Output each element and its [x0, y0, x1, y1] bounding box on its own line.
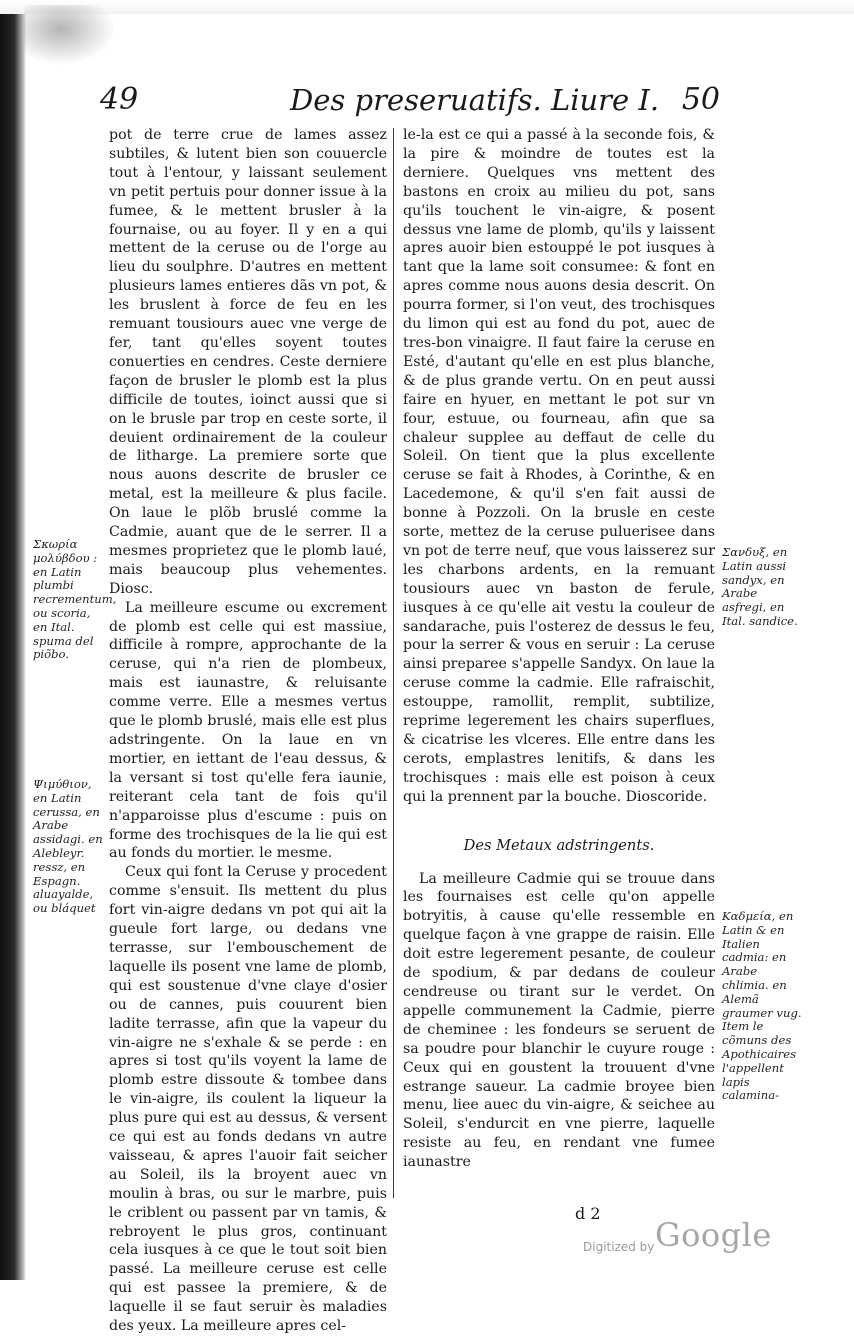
left-paragraph-1: pot de terre crue de lames assez subtiles, & lutent bien son couuercle tout à l'entour, y laissant seulement vn petit pertuis pour donner issue à la fumee, & le mettent brusler à la fournaise, ou au foyer. Il y en a qui mettent de la ceruse ou de l'orge au lieu du soulphre. D'autres en mettent plusieurs lames entieres dãs vn pot, & les bruslent à force de feu en les remuant tousiours auec vne verge de fer, tant qu'elles soyent toutes conuerties en cendres. Ceste derniere façon de brusler le plomb est la plus difficile de toutes, ioinct aussi que si on le brusle par trop en ceste sorte, il deuient ordinairement de la couleur de litharge. La premiere sorte que nous auons descrite de brusler ce metal, est la meilleure & plus facile. On laue le plõb bruslé comme la Cadmie, auant que de le serrer. Il a mesmes proprietez que le plomb laué, mais beaucoup plus vehementes. Diosc. [109, 127, 387, 597]
digitized-watermark [583, 1216, 843, 1266]
scan-top-edge [0, 0, 854, 14]
page-header [100, 82, 720, 122]
margin-note-cerussa: Ψιμύθιον, en Latin cerussa, en Arabe assidagi. en Alebleyr. ressz, en Espagn. aluayalde, ou bláquet [33, 777, 103, 916]
watermark-caption: Digitized by [583, 1240, 655, 1254]
page-number-left: 49 [100, 82, 139, 117]
running-title: Des preseruatifs. Liure I. [290, 83, 660, 117]
left-paragraph-3: Ceux qui font la Ceruse y procedent comme s'ensuit. Ils mettent du plus fort vin-aigre dedans vn pot qui ait la gueule fort large, ou dedans vne terrasse, sur l'embouschement de laquelle ils posent vne lame de plomb, qui est soustenue d'vne claye d'osier ou de cannes, puis couurent bien ladite terrasse, afin que la vapeur du vin-aigre ne s'exhale & se perde : en apres si tost qu'ils voyent la lame de plomb estre dissoute & tombee dans le vin-aigre, ils coulent la liqueur la plus pure qui est au dessus, & versent ce qui est au fonds dedans vn autre vaisseau, & apres l'auoir fait seicher au Soleil, ils la broyent auec vn moulin à bras, ou sur le marbre, puis le criblent ou passent par vn tamis, & rebroyent le plus gros, continuant cela iusques à ce que le tout soit bien passé. La meilleure ceruse est celle qui est passee la premiere, & de laquelle il se faut seruir ès maladies des yeux. La meilleure apres cel- [109, 864, 387, 1335]
left-paragraph-2: La meilleure escume ou excrement de plomb est celle qui est massiue, difficile à rompre, approchante de la ceruse, qui n'a rien de plombeux, mais est iaunastre, & reluisante comme verre. Elle a mesmes vertus que le plomb bruslé, mais elle est plus adstringente. On la laue en vn mortier, en iettant de l'eau dessus, & la versant si tost qu'elle fera iaunie, reiterant cela tant de fois qu'il n'apparoisse plus d'escume : puis on forme des trochisques de la lie qui est au fonds du mortier. le mesme. [109, 599, 387, 862]
page-number-right: 50 [681, 82, 720, 117]
google-logo: Google [655, 1216, 772, 1254]
right-paragraph-2: La meilleure Cadmie qui se trouue dans les fournaises est celle qu'on appelle botryitis, à cause qu'elle ressemble en quelque façon à vne grappe de raisin. Elle doit estre legerement pesante, de couleur de spodium, & par dedans de couleur cendreuse ou tirant sur le verdet. On appelle communement la Cadmie, pierre de cheminee : les fondeurs se seruent de sa poudre pour blanchir le cuyure rouge : Ceux qui en goustent la trouuent d'vne estrange saueur. La cadmie broyee bien menu, liee auec du vin-aigre, & seichee au Soleil, s'endurcit en vne pierre, laquelle resiste au feu, en rendant vne fumee iaunastre [403, 870, 715, 1171]
section-heading: Des Metaux adstringents. [463, 836, 655, 854]
ink-smudge [24, 5, 116, 65]
right-paragraph-1: le-la est ce qui a passé à la seconde fois, & la pire & moindre de toutes est la derniere. Quelques vns mettent des bastons en croix au milieu du pot, sans qu'ils touchent le vin-aigre, & posent dessus vne lame de plomb, qu'ils y laissent apres auoir bien estouppé le pot iusques à tant que la lame soit consumee: & font en apres comme nous auons desia descrit. On pourra former, si l'on veut, des trochisques du limon qui est au fond du pot, auec de tres-bon vinaigre. Il faut faire la ceruse en Esté, d'autant qu'elle en est plus blanche, & de plus grande vertu. On en peut aussi faire en hyuer, en mettant le pot sur vn four, estuue, ou fourneau, afin que sa chaleur supplee au deffaut de celle du Soleil. On tient que la plus excellente ceruse se fait à Rhodes, à Corinthe, & en Lacedemone, & qu'il s'en fait aussi de bonne à Pozzoli. On la brusle en ceste sorte, mettez de la ceruse puluerisee dans vn pot de terre neuf, que vous laisserez sur les charbons ardents, en la remuant tousiours auec vn baston de ferule, iusques à ce qu'elle ait vestu la couleur de sandarache, puis l'osterez de dessus le feu, pour la serrer & vous en seruir : La ceruse ainsi preparee s'appelle Sandyx. On laue la ceruse comme la cadmie. Elle rafraischit, estouppe, ramollit, remplit, subtilize, reprime legerement les chairs superflues, & cicatrise les vlceres. Elle entre dans les cerots, emplastres lenitifs, & dans les trochisques : mais elle est poison à ceux qui la prennent par la bouche. Dioscoride. [403, 127, 715, 805]
margin-note-scoria: Σκωρία μολύβδου : en Latin plumbi recrementum, ou scoria, en Ital. spuma del piõbo. [33, 537, 117, 662]
margin-note-cadmia: Καδμεία, en Latin & en Italien cadmia: en Arabe chlimia. en Alemã graumer vug. Item le cõmuns des Apothicaires l'appellent lapis calamina- [722, 909, 802, 1103]
signature-mark: d 2 [575, 1204, 601, 1223]
left-column [109, 126, 387, 1336]
scan-binding-edge [0, 0, 26, 1280]
margin-note-sandyx: Σανδυξ, en Latin aussi sandyx, en Arabe asfregi, en Ital. sandice. [722, 545, 798, 628]
right-column [403, 126, 715, 1172]
column-divider [393, 128, 394, 1198]
